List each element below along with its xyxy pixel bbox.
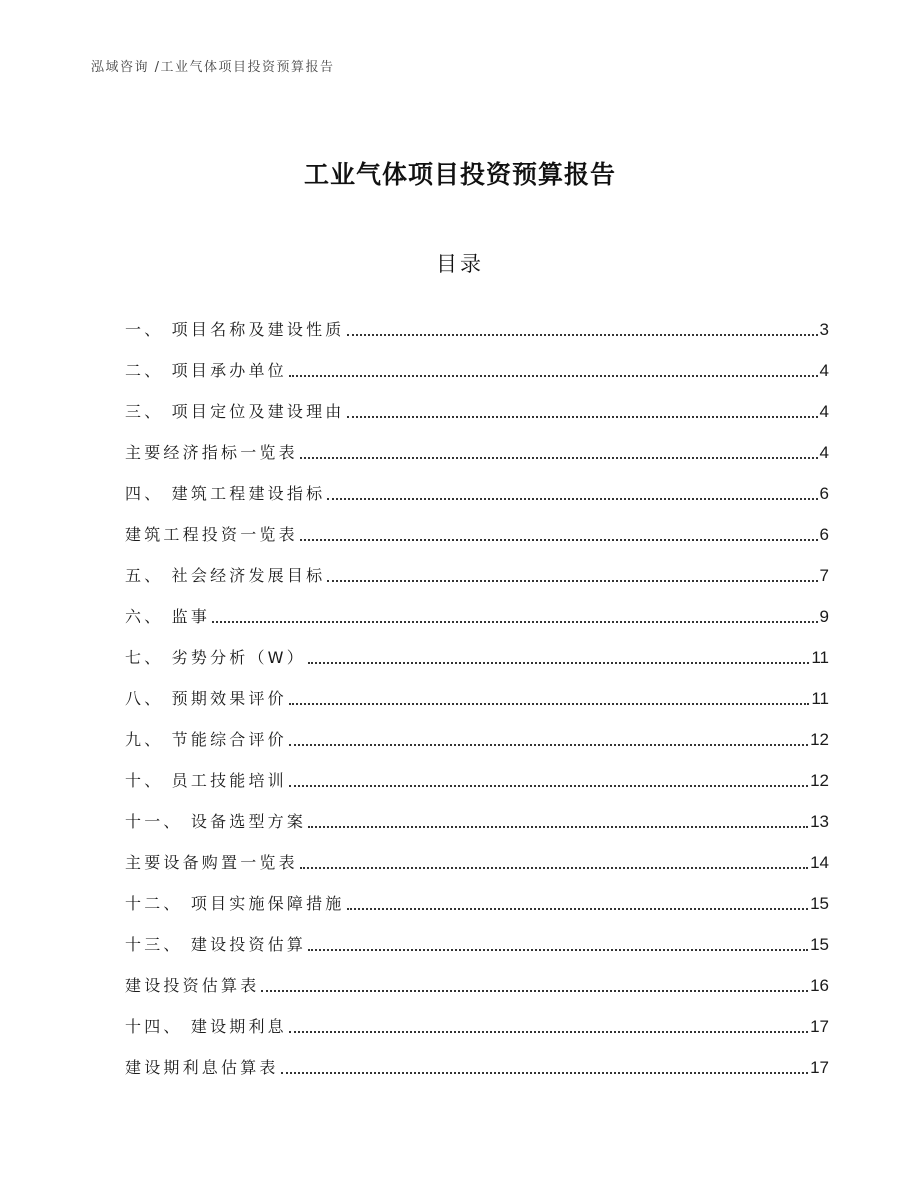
toc-leader-dots: [300, 867, 808, 869]
toc-leader-dots: [289, 703, 809, 705]
toc-entry[interactable]: [125, 792, 829, 833]
toc-entry-page: 15: [810, 894, 829, 913]
toc-heading: 目录: [436, 252, 484, 276]
toc-leader-dots: [300, 539, 818, 541]
toc-entry[interactable]: [125, 587, 829, 628]
toc-entry-label: 一、 项目名称及建设性质: [125, 320, 345, 339]
table-of-contents: [125, 300, 829, 1079]
toc-entry-page: 16: [810, 976, 829, 995]
toc-entry[interactable]: [125, 382, 829, 423]
toc-entry-page: 12: [810, 771, 829, 790]
toc-leader-dots: [347, 908, 809, 910]
toc-entry-label: 八、 预期效果评价: [125, 689, 287, 708]
toc-leader-dots: [289, 785, 808, 787]
toc-entry-label: 七、 劣势分析（W）: [125, 648, 306, 667]
toc-leader-dots: [261, 990, 808, 992]
toc-entry-page: 6: [819, 484, 829, 503]
toc-entry-label: 十一、 设备选型方案: [125, 812, 307, 831]
running-header: 泓域咨询 /工业气体项目投资预算报告: [91, 60, 335, 75]
toc-entry[interactable]: [125, 341, 829, 382]
toc-entry-page: 13: [810, 812, 829, 831]
toc-entry-label: 九、 节能综合评价: [125, 730, 287, 749]
toc-entry[interactable]: [125, 833, 829, 874]
toc-entry-page: 6: [819, 525, 829, 544]
toc-entry-label: 建设期利息估算表: [125, 1058, 279, 1077]
toc-leader-dots: [308, 826, 808, 828]
toc-entry-label: 四、 建筑工程建设指标: [125, 484, 326, 503]
toc-entry-page: 4: [819, 361, 829, 380]
toc-entry-label: 二、 项目承办单位: [125, 361, 287, 380]
toc-entry[interactable]: [125, 751, 829, 792]
toc-entry[interactable]: [125, 956, 829, 997]
toc-entry-label: 五、 社会经济发展目标: [125, 566, 326, 585]
toc-entry[interactable]: [125, 1038, 829, 1079]
toc-entry[interactable]: [125, 464, 829, 505]
toc-entry-label: 十三、 建设投资估算: [125, 935, 307, 954]
toc-entry[interactable]: [125, 997, 829, 1038]
toc-entry-label: 十二、 项目实施保障措施: [125, 894, 345, 913]
toc-entry[interactable]: [125, 546, 829, 587]
toc-entry[interactable]: [125, 669, 829, 710]
toc-entry-label: 六、 监事: [125, 607, 211, 626]
toc-leader-dots: [327, 580, 817, 582]
toc-leader-dots: [289, 744, 808, 746]
toc-entry[interactable]: [125, 874, 829, 915]
toc-entry-label: 主要经济指标一览表: [125, 443, 298, 462]
toc-entry-page: 9: [819, 607, 829, 626]
toc-leader-dots: [308, 662, 809, 664]
toc-leader-dots: [212, 621, 817, 623]
toc-entry[interactable]: [125, 423, 829, 464]
toc-leader-dots: [347, 334, 818, 336]
toc-entry[interactable]: [125, 628, 829, 669]
toc-leader-dots: [347, 416, 818, 418]
toc-leader-dots: [300, 457, 818, 459]
toc-leader-dots: [327, 498, 817, 500]
toc-entry-page: 12: [810, 730, 829, 749]
toc-entry-page: 11: [811, 648, 829, 667]
toc-leader-dots: [289, 375, 818, 377]
toc-entry-label: 十四、 建设期利息: [125, 1017, 287, 1036]
toc-leader-dots: [308, 949, 808, 951]
toc-entry-page: 15: [810, 935, 829, 954]
toc-leader-dots: [289, 1031, 808, 1033]
toc-entry-page: 7: [819, 566, 829, 585]
toc-entry-page: 3: [819, 320, 829, 339]
toc-entry[interactable]: [125, 710, 829, 751]
toc-entry-page: 14: [810, 853, 829, 872]
toc-entry[interactable]: [125, 300, 829, 341]
toc-entry-label: 十、 员工技能培训: [125, 771, 287, 790]
toc-entry-label: 三、 项目定位及建设理由: [125, 402, 345, 421]
toc-entry-label: 建筑工程投资一览表: [125, 525, 298, 544]
document-title: 工业气体项目投资预算报告: [303, 160, 616, 189]
toc-entry-label: 主要设备购置一览表: [125, 853, 298, 872]
toc-entry-page: 17: [810, 1017, 829, 1036]
toc-entry-page: 4: [819, 443, 829, 462]
toc-entry-label: 建设投资估算表: [125, 976, 260, 995]
toc-entry-page: 4: [819, 402, 829, 421]
toc-entry[interactable]: [125, 915, 829, 956]
toc-entry[interactable]: [125, 505, 829, 546]
toc-entry-page: 17: [810, 1058, 829, 1077]
toc-entry-page: 11: [811, 689, 829, 708]
toc-leader-dots: [281, 1072, 808, 1074]
